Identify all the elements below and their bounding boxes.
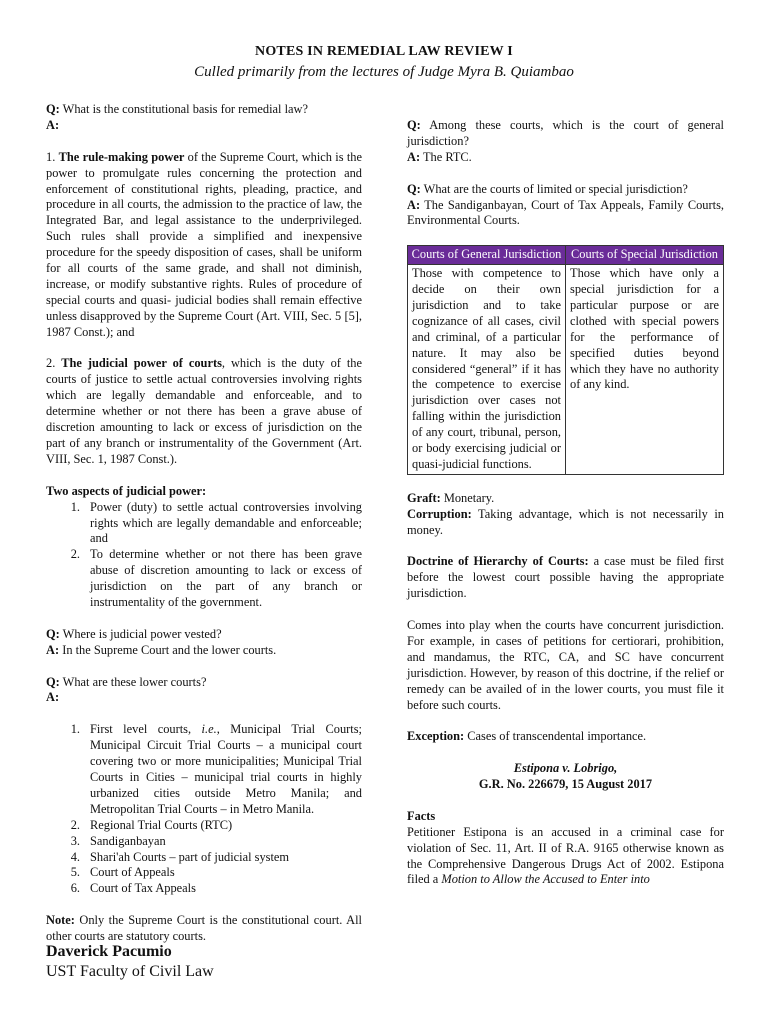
page-title: NOTES IN REMEDIAL LAW REVIEW I xyxy=(255,44,513,59)
table-cell-general: Those with competence to decide on their own jurisdiction and to take cognizance of all cases, civil and criminal, of a particular nature. It may also be considered “general” if it has the competence to exercise jurisdiction over cases not falling within the jurisdiction of any court, tribunal, person, or body exercising judicial or quasi-judicial functions. xyxy=(408,265,566,475)
list-item: 1. First level courts, i.e., Municipal Trial Courts; Municipal Circuit Trial Courts – a municipal court covering two or more municipalities; Municipal Trial Courts in Cities – municipal trial courts in highly urbanized cities outside Metro Manila; and Metropolitan Trial Courts – in Metro Manila. xyxy=(70,722,362,816)
aspects-heading: Two aspects of judicial power: xyxy=(46,483,207,498)
list-item: 6. Court of Tax Appeals xyxy=(70,881,196,896)
question-text: What is the constitutional basis for remedial law? xyxy=(62,102,308,116)
left-column xyxy=(46,102,362,945)
rule-making-power-term: The rule-making power xyxy=(58,149,185,164)
question-constitutional-basis: Q: What is the constitutional basis for remedial law? xyxy=(46,102,308,116)
list-item: 2. To determine whether or not there has been grave abuse of discretion amounting to lack or excess of jurisdiction on the part of any branch or instrumentality of the government. xyxy=(70,547,362,610)
exception-paragraph: Exception: Cases of transcendental importance. xyxy=(407,729,647,744)
question-special-jurisdiction: Q: What are the courts of limited or special jurisdiction? xyxy=(407,181,688,196)
rule-making-power-paragraph: 1. The rule-making power of the Supreme Court, which is the power to promulgate rules concerning the protection and enforcement of constitutional rights, pleading, practice, and procedure in all courts, the admission to the practice of law, the Integrated Bar, and legal assistance to the underprivileged. Such rules shall provide a simplified and inexpensive procedure for the speedy disposition of cases, shall be uniform for all courts of the same grade, and shall not diminish, increase, or modify substantive rights. Rules of procedure of special courts and quasi- judicial bodies shall remain effective unless disapproved by the Supreme Court (Art. VIII, Sec. 5 [5], 1987 Const.); and xyxy=(46,149,363,339)
concurrent-jurisdiction-paragraph: Comes into play when the courts have concurrent jurisdiction. For example, in cases of petitions for certiorari, prohibition, and mandamus, the RTC, CA, and SC have concurrent jurisdiction. However, by reason of this doctrine, if the relief or remedy can be availed of in the lower courts, you must file it before such courts. xyxy=(407,618,724,712)
graft-definition: Graft: Monetary. xyxy=(407,490,495,505)
answer-general-jurisdiction: A: The RTC. xyxy=(407,149,472,164)
page-subtitle: Culled primarily from the lectures of Judge Myra B. Quiambao xyxy=(194,64,574,80)
question-judicial-power-vested: Q: Where is judicial power vested? xyxy=(46,626,222,641)
answer-special-jurisdiction: A: The Sandiganbayan, Court of Tax Appeals, Family Courts, Environmental Courts. xyxy=(407,197,724,228)
table-header-special: Courts of Special Jurisdiction xyxy=(566,246,724,265)
list-item: 3. Sandiganbayan xyxy=(70,833,166,848)
author-block xyxy=(46,942,214,982)
list-item: 5. Court of Appeals xyxy=(70,865,175,880)
table-cell-special: Those which have only a special jurisdiction for a particular purpose or are clothed with special powers for the performance of specified duties beyond which they have no authority of any kind. xyxy=(566,265,724,475)
answer-judicial-power-vested: A: In the Supreme Court and the lower courts. xyxy=(46,642,277,657)
author-name: Daverick Pacumio xyxy=(46,943,172,960)
lower-courts-list xyxy=(46,722,362,897)
question-general-jurisdiction: Q: Among these courts, which is the court of general jurisdiction? xyxy=(407,118,724,148)
list-item: 4. Shari'ah Courts – part of judicial system xyxy=(70,849,290,864)
hierarchy-doctrine: Doctrine of Hierarchy of Courts: a case must be filed first before the lowest court possible having the appropriate jurisdiction. xyxy=(407,554,724,601)
aspects-list xyxy=(46,500,362,611)
right-column xyxy=(407,118,724,888)
jurisdiction-table xyxy=(407,245,724,475)
corruption-definition: Corruption: Taking advantage, which is not necessarily in money. xyxy=(407,506,724,537)
list-item: 1. Power (duty) to settle actual controversies involving rights which are legally demandable and enforceable; and xyxy=(70,499,362,546)
facts-paragraph: Petitioner Estipona is an accused in a criminal case for violation of Sec. 11, Art. II of R.A. 9165 otherwise known as the Comprehensive Dangerous Drugs Act of 2002. Estipona filed a Motion to Allow the Accused to Enter into xyxy=(407,824,724,887)
facts-heading: Facts xyxy=(407,808,436,823)
question-lower-courts: Q: What are these lower courts? xyxy=(46,674,207,689)
table-header-general: Courts of General Jurisdiction xyxy=(408,246,566,265)
answer-label: A: xyxy=(46,117,60,132)
judicial-power-paragraph: 2. The judicial power of courts, which is the duty of the courts of justice to settle actual controversies involving rights which are legally demandable and enforceable, and to determine whether or not there has been a grave abuse of discretion amounting to lack or excess of jurisdiction on the part of any branch or instrumentality of the Government (Art. VIII, Sec. 1, 1987 Const.). xyxy=(46,356,362,466)
list-item: 2. Regional Trial Courts (RTC) xyxy=(70,817,233,832)
author-school: UST Faculty of Civil Law xyxy=(46,963,214,980)
case-title: Estipona v. Lobrigo, xyxy=(513,761,618,776)
judicial-power-term: The judicial power of courts xyxy=(61,356,222,371)
case-gr-number: G.R. No. 226679, 15 August 2017 xyxy=(478,777,653,792)
answer-label: A: xyxy=(46,690,60,705)
note-paragraph: Note: Only the Supreme Court is the constitutional court. All other courts are statutory courts. xyxy=(46,913,362,944)
